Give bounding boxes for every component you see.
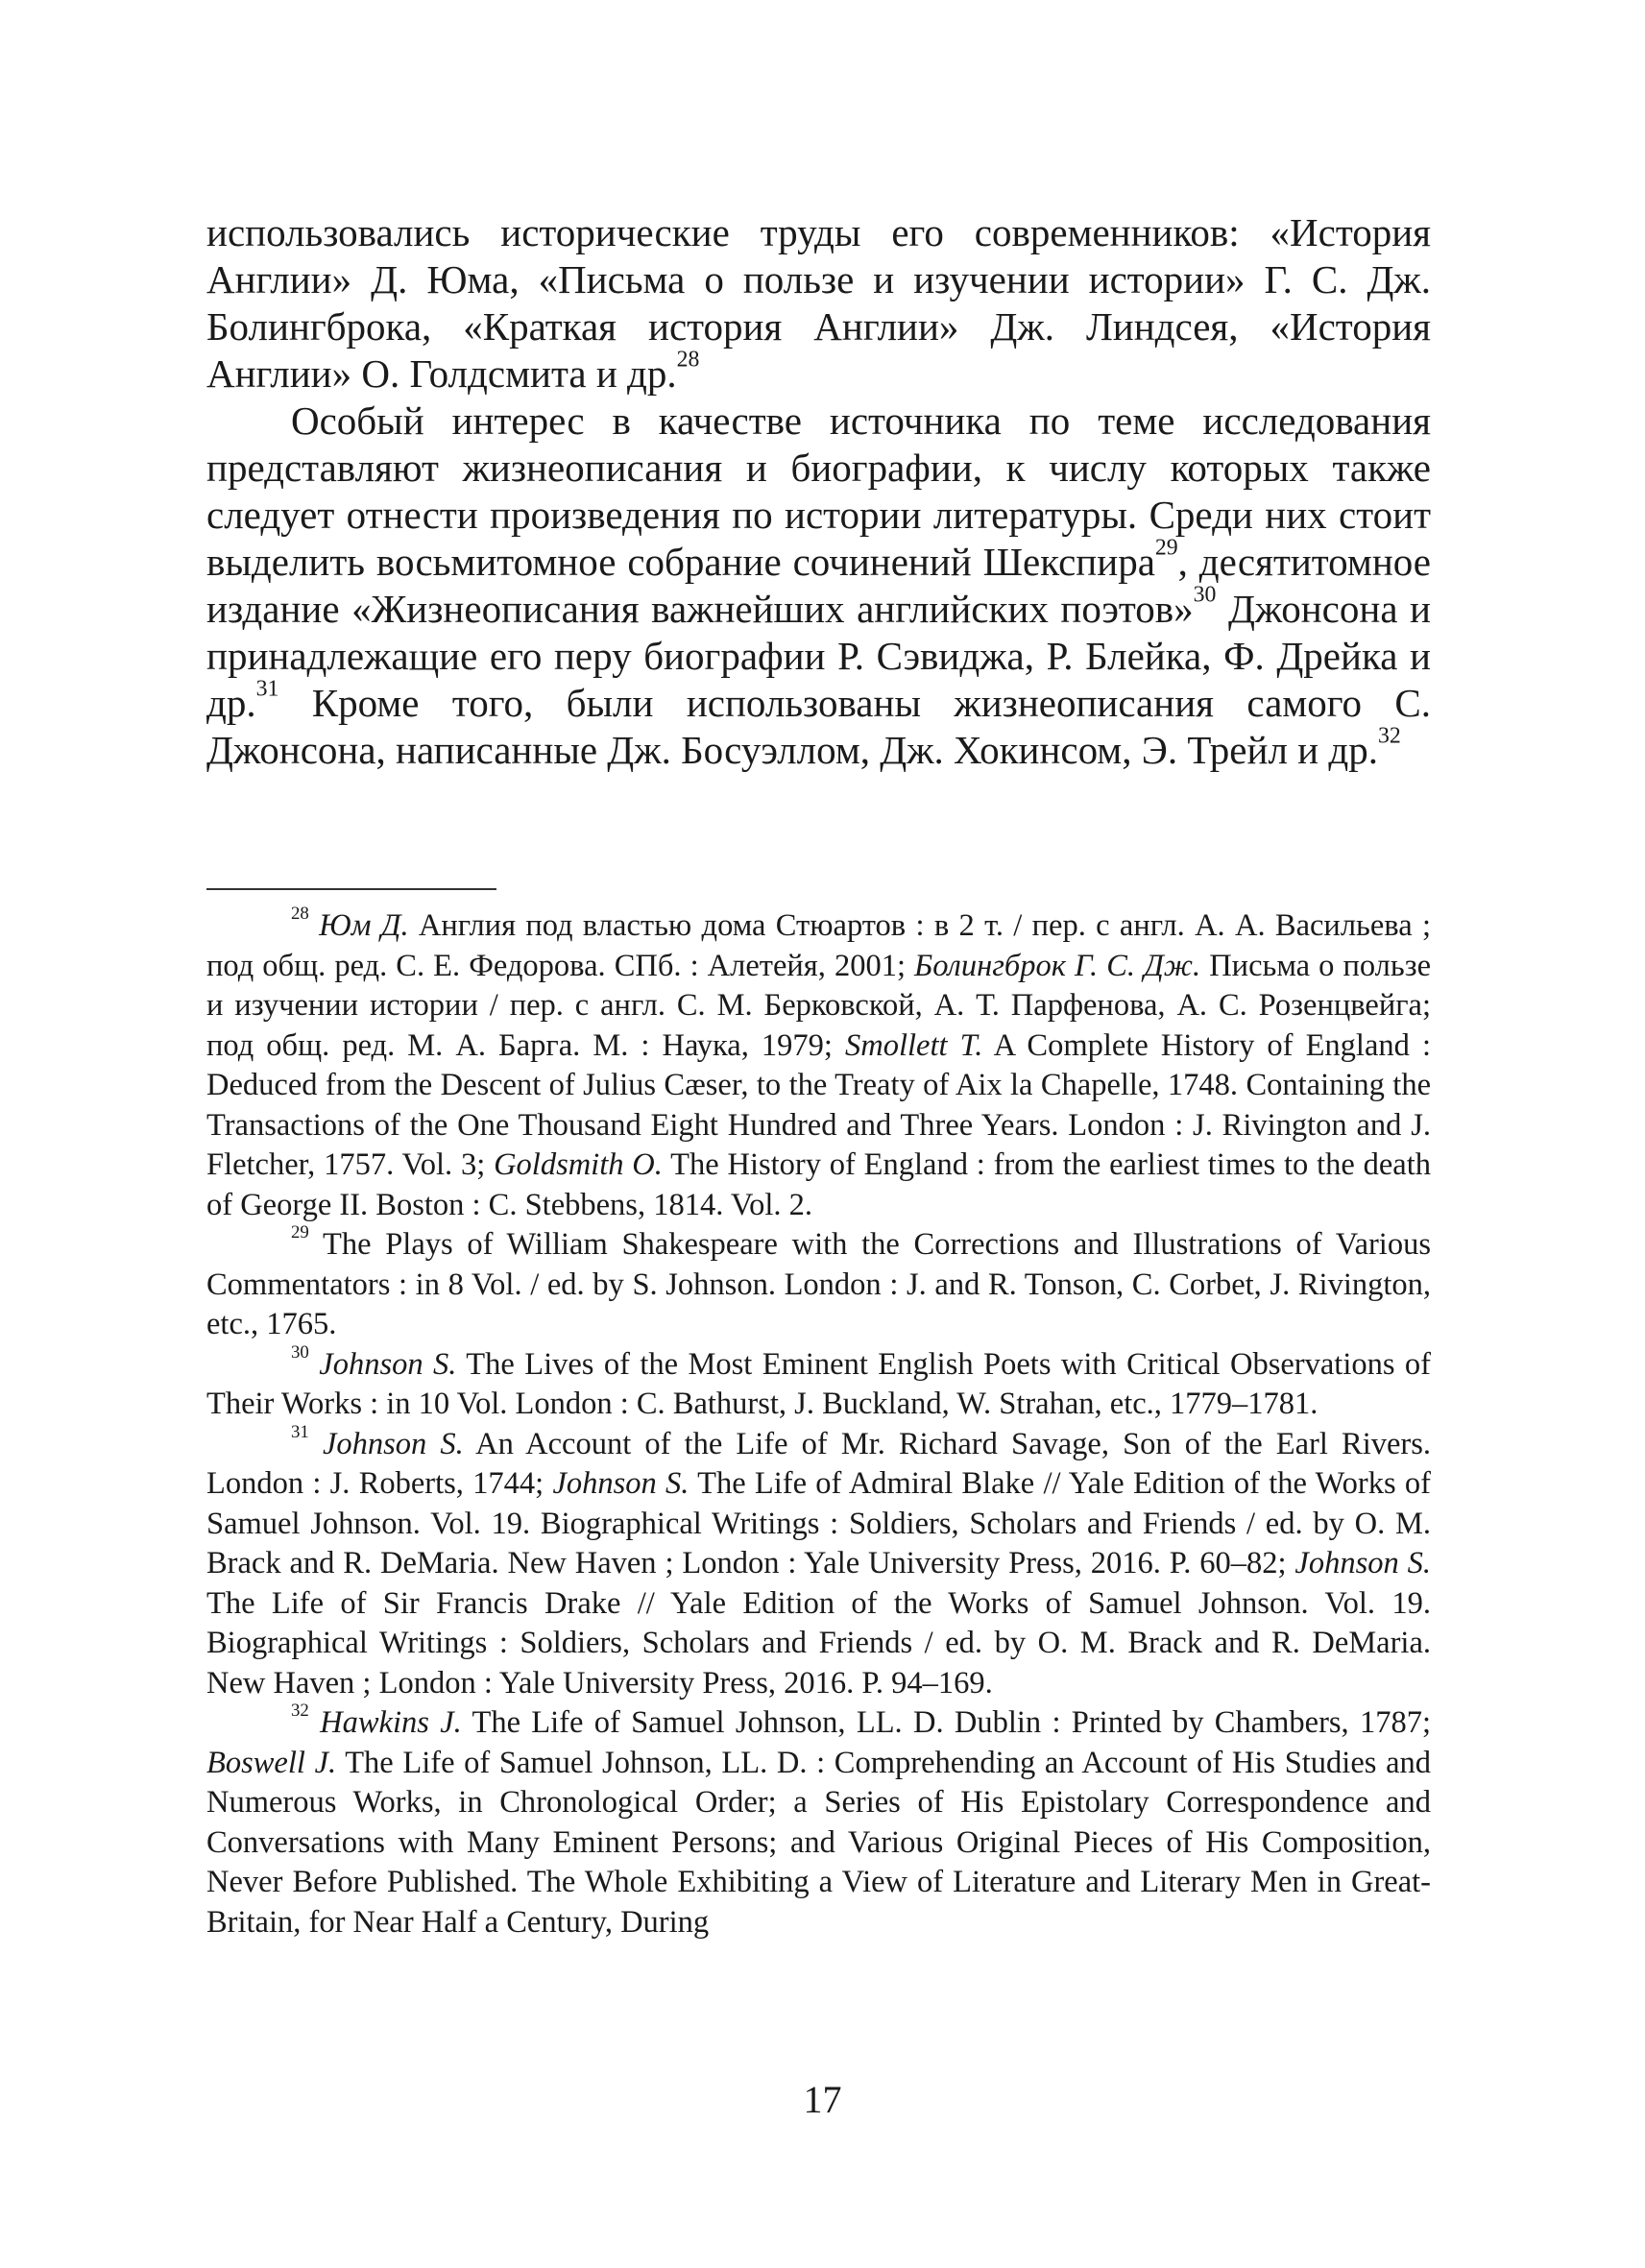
- paragraph-1-text: использовались исторические труды его современников: «История Англии» Д. Юма, «Письма о пользе и изучении истории» Г. С. Дж. Болингброка, «Краткая история Англии» Дж. Линдсея, «История Англии» О. Голдсмита и др.: [206, 210, 1431, 396]
- footnote-text: Англия под властью дома Стюартов : в 2 т. / пер. с англ. А. А. Васильева ; под общ. ред. С. Е. Федорова. СПб. : Алетейя, 2001;: [206, 908, 1431, 983]
- footnote-ref-32: 32: [1377, 723, 1401, 749]
- footnote-ref-28: 28: [676, 347, 700, 373]
- footnote-author: Johnson S.: [322, 1426, 464, 1461]
- footnote-28: [206, 906, 1431, 1225]
- footnote-text: The Life of Admiral Blake // Yale Edition of the Works of Samuel Johnson. Vol. 19. Biographical Writings : Soldiers, Scholars and Friends / ed. by O. M. Brack and R. DeMaria. New Haven ; London : Yale University Press, 2016. P. 60–82;: [206, 1466, 1431, 1580]
- footnote-author: Smollett T.: [845, 1027, 983, 1063]
- footnote-author: Boswell J.: [206, 1745, 337, 1780]
- paragraph-2-text-c: Джонсона и принадлежащие его перу биографии Р. Сэвиджа, Р. Блейка, Ф. Дрейка и др.: [206, 587, 1431, 725]
- paragraph-2-text-a: Особый интерес в качестве источника по теме исследования представляют жизнеописания и биографии, к числу которых также следует отнести произведения по истории литературы. Среди них стоит выделить восьмитомное собрание сочинений Шекспира: [206, 398, 1431, 584]
- footnote-author: Юм Д.: [319, 908, 409, 943]
- footnote-ref-29: 29: [1154, 535, 1178, 561]
- footnote-number: 32: [291, 1701, 309, 1722]
- footnote-author: Hawkins J.: [320, 1705, 462, 1740]
- paragraph-2-text-b: , десятитомное издание «Жизнеописания важнейших английских поэтов»: [206, 540, 1431, 631]
- footnote-author: Johnson S.: [319, 1346, 457, 1382]
- footnote-author: Goldsmith O.: [494, 1147, 663, 1182]
- footnote-text: The Plays of William Shakespeare with the Corrections and Illustrations of Various Commentators : in 8 Vol. / ed. by S. Johnson. London : J. and R. Tonson, C. Corbet, J. Rivington, etc., 1765.: [206, 1227, 1431, 1341]
- page-number: 17: [803, 2078, 842, 2121]
- paragraph-1: [206, 209, 1431, 398]
- footnote-text: The Life of Samuel Johnson, LL. D. : Comprehending an Account of His Studies and Numerous Works, in Chronological Order; a Series of His Epistolary Correspondence and Conversations with Many Eminent Persons; and Various Original Pieces of His Composition, Never Before Published. The Whole Exhibiting a View of Literature and Literary Men in Great-Britain, for Near Half a Century, During: [206, 1745, 1431, 1940]
- footnote-text: A Complete History of England : Deduced from the Descent of Julius Cæser, to the Treaty of Aix la Chapelle, 1748. Containing the Transactions of the One Thousand Eight Hundred and Three Years. London : J. Rivington and J. Fletcher, 1757. Vol. 3;: [206, 1027, 1431, 1182]
- footnote-author: Johnson S.: [552, 1466, 689, 1501]
- footnote-author: Болингброк Г. С. Дж.: [914, 948, 1201, 983]
- footnote-30: [206, 1341, 1432, 1425]
- footnote-31: [206, 1421, 1432, 1704]
- footnotes: [206, 906, 1431, 1942]
- footnote-text: The History of England : from the earliest times to the death of George II. Boston : C. Stebbens, 1814. Vol. 2.: [206, 1147, 1431, 1222]
- footnote-text: The Life of Sir Francis Drake // Yale Edition of the Works of Samuel Johnson. Vol. 19. Biographical Writings : Soldiers, Scholars and Friends / ed. by O. M. Brack and R. DeMaria. New Haven ; London : Yale University Press, 2016. P. 94–169.: [206, 1585, 1431, 1701]
- footnote-ref-30: 30: [1193, 582, 1217, 608]
- footnote-text: The Lives of the Most Eminent English Poets with Critical Observations of Their Works : in 10 Vol. London : C. Bathurst, J. Buckland, W. Strahan, etc., 1779–1781.: [206, 1346, 1432, 1421]
- footnote-ref-31: 31: [255, 676, 279, 702]
- footnote-text: An Account of the Life of Mr. Richard Savage, Son of the Earl Rivers. London : J. Roberts, 1744;: [206, 1426, 1432, 1501]
- paragraph-2: [206, 398, 1431, 774]
- footnote-text: The Life of Samuel Johnson, LL. D. Dublin : Printed by Chambers, 1787;: [461, 1705, 1431, 1740]
- footnote-text: Письма о пользе и изучении истории / пер. с англ. С. М. Берковской, А. Т. Парфенова, А. С. Розенцвейга; под общ. ред. М. А. Барга. М. : Наука, 1979;: [206, 948, 1431, 1063]
- footnote-32: [206, 1703, 1431, 1942]
- footnote-number: 31: [291, 1421, 309, 1442]
- paragraph-2-text-d: Кроме того, были использованы жизнеописания самого С. Джонсона, написанные Дж. Босуэллом, Дж. Хокинсом, Э. Трейл и др.: [206, 681, 1431, 772]
- footnote-29: [206, 1222, 1431, 1345]
- main-text: [206, 209, 1431, 774]
- footnote-number: 28: [291, 904, 309, 925]
- footnote-author: Johnson S.: [1294, 1546, 1432, 1580]
- footnote-separator: [206, 888, 496, 890]
- footnote-number: 29: [291, 1222, 309, 1243]
- footnote-number: 30: [291, 1341, 309, 1363]
